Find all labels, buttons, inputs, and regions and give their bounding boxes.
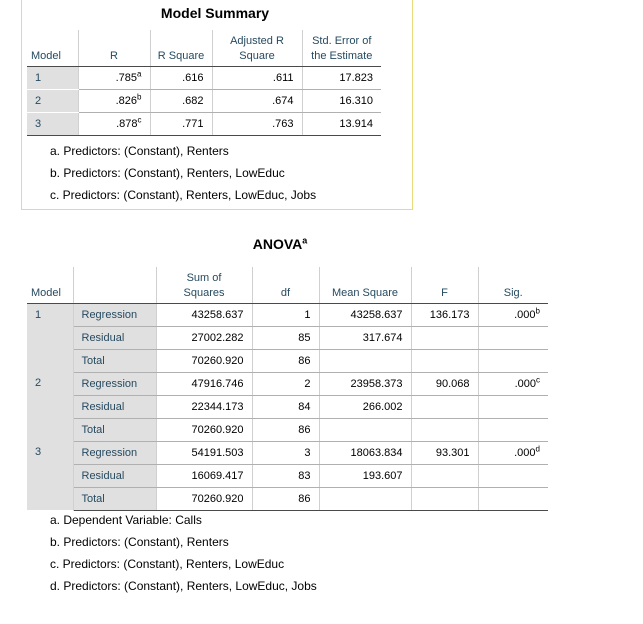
anova-header-ss-line2: Squares	[183, 286, 225, 299]
table-row	[27, 418, 548, 441]
ms-r-cell	[78, 112, 150, 135]
anova-df-cell: 3	[252, 441, 319, 464]
anova-source-cell: Regression	[73, 303, 156, 326]
anova-source-cell: Residual	[73, 464, 156, 487]
anova-sig-cell	[478, 464, 548, 487]
ms-header-r-square: R Square	[150, 30, 212, 66]
anova-ss-cell: 70260.920	[156, 349, 252, 372]
anova-header-df: df	[252, 267, 319, 303]
table-row	[27, 349, 548, 372]
anova-df-cell: 86	[252, 487, 319, 510]
ms-adj-r-square-cell: .763	[212, 112, 302, 135]
ms-header-r: R	[78, 30, 150, 66]
ms-model-cell: 2	[27, 89, 78, 112]
ms-model-cell: 3	[27, 112, 78, 135]
table-row	[27, 395, 548, 418]
anova-title	[230, 236, 330, 252]
ms-header-std-error-line2: the Estimate	[311, 49, 373, 62]
anova-footnote-d: d. Predictors: (Constant), Renters, LowEduc, Jobs	[50, 579, 317, 593]
anova-df-cell: 85	[252, 326, 319, 349]
anova-source-cell: Residual	[73, 395, 156, 418]
anova-ss-cell: 27002.282	[156, 326, 252, 349]
footnote-marker: a	[137, 68, 142, 78]
table-row	[27, 464, 548, 487]
anova-f-cell	[411, 349, 478, 372]
ms-r-square-cell: .682	[150, 89, 212, 112]
ms-r-square-cell: .616	[150, 66, 212, 89]
footnote-marker: b	[535, 305, 540, 315]
anova-ss-cell: 70260.920	[156, 418, 252, 441]
anova-ss-cell: 43258.637	[156, 303, 252, 326]
ms-header-std-error	[302, 30, 381, 66]
anova-df-cell: 86	[252, 349, 319, 372]
anova-ss-cell: 70260.920	[156, 487, 252, 510]
anova-header-sig: Sig.	[478, 267, 548, 303]
anova-title-text: ANOVA	[252, 236, 303, 252]
anova-model-cell: 1	[27, 303, 73, 372]
ms-r-value: .785	[115, 71, 138, 84]
anova-source-cell: Regression	[73, 372, 156, 395]
anova-sig-value: .000	[514, 308, 536, 321]
footnote-marker: d	[535, 443, 540, 453]
ms-model-cell: 1	[27, 66, 78, 89]
ms-adj-r-square-cell: .674	[212, 89, 302, 112]
ms-std-error-cell: 13.914	[302, 112, 381, 135]
anova-f-cell	[411, 464, 478, 487]
footnote-marker: c	[137, 114, 142, 124]
ms-header-model: Model	[27, 30, 78, 66]
anova-f-cell: 136.173	[411, 303, 478, 326]
anova-df-cell: 2	[252, 372, 319, 395]
anova-ss-cell: 54191.503	[156, 441, 252, 464]
anova-source-cell: Residual	[73, 326, 156, 349]
anova-ms-cell: 317.674	[319, 326, 411, 349]
anova-ms-cell	[319, 487, 411, 510]
table-row	[27, 487, 548, 510]
anova-header-ss-line1: Sum of	[186, 271, 222, 284]
ms-footnote-a: a. Predictors: (Constant), Renters	[50, 144, 229, 158]
anova-ss-cell: 47916.746	[156, 372, 252, 395]
anova-df-cell: 83	[252, 464, 319, 487]
model-summary-table	[27, 30, 381, 136]
anova-df-cell: 84	[252, 395, 319, 418]
anova-source-cell: Regression	[73, 441, 156, 464]
footnote-marker: b	[137, 91, 142, 101]
anova-ms-cell	[319, 349, 411, 372]
anova-f-cell: 90.068	[411, 372, 478, 395]
anova-footnote-c: c. Predictors: (Constant), Renters, LowEduc	[50, 557, 285, 571]
anova-sig-cell	[478, 372, 548, 395]
anova-ms-cell: 193.607	[319, 464, 411, 487]
table-row	[27, 112, 381, 135]
anova-sig-cell	[478, 303, 548, 326]
ms-r-cell	[78, 66, 150, 89]
footnote-marker: a	[302, 235, 308, 246]
anova-f-cell	[411, 326, 478, 349]
anova-sig-cell	[478, 441, 548, 464]
anova-sig-value: .000	[514, 446, 536, 459]
ms-adj-r-square-cell: .611	[212, 66, 302, 89]
ms-header-std-error-line1: Std. Error of	[312, 34, 372, 47]
anova-ms-cell: 18063.834	[319, 441, 411, 464]
table-row	[27, 372, 548, 395]
table-row	[27, 303, 548, 326]
ms-footnote-b: b. Predictors: (Constant), Renters, LowEduc	[50, 166, 285, 180]
anova-f-cell	[411, 418, 478, 441]
anova-footnote-b: b. Predictors: (Constant), Renters	[50, 535, 229, 549]
anova-sig-cell	[478, 395, 548, 418]
anova-sig-cell	[478, 418, 548, 441]
anova-model-cell: 2	[27, 372, 73, 441]
anova-df-cell: 86	[252, 418, 319, 441]
anova-header-source	[73, 267, 156, 303]
anova-ms-cell: 266.002	[319, 395, 411, 418]
anova-f-cell: 93.301	[411, 441, 478, 464]
anova-sig-cell	[478, 487, 548, 510]
ms-r-value: .826	[115, 94, 138, 107]
anova-header-sum-of-squares	[156, 267, 252, 303]
anova-sig-cell	[478, 349, 548, 372]
anova-header-model: Model	[27, 267, 73, 303]
ms-std-error-cell: 16.310	[302, 89, 381, 112]
footnote-marker: c	[536, 374, 540, 384]
anova-model-cell: 3	[27, 441, 73, 510]
anova-sig-cell	[478, 326, 548, 349]
ms-header-adj-r-square-line1: Adjusted R	[230, 34, 284, 47]
ms-r-value: .878	[116, 117, 138, 130]
table-row	[27, 89, 381, 112]
anova-f-cell	[411, 487, 478, 510]
table-row	[27, 326, 548, 349]
anova-header-mean-square: Mean Square	[319, 267, 411, 303]
anova-ms-cell	[319, 418, 411, 441]
ms-header-adj-r-square-line2: Square	[239, 49, 275, 62]
anova-source-cell: Total	[73, 349, 156, 372]
anova-header-f: F	[411, 267, 478, 303]
ms-header-adj-r-square	[212, 30, 302, 66]
ms-std-error-cell: 17.823	[302, 66, 381, 89]
model-summary-title: Model Summary	[160, 5, 270, 21]
ms-footnote-c: c. Predictors: (Constant), Renters, LowEduc, Jobs	[50, 188, 317, 202]
anova-ms-cell: 23958.373	[319, 372, 411, 395]
anova-ms-cell: 43258.637	[319, 303, 411, 326]
anova-ss-cell: 16069.417	[156, 464, 252, 487]
ms-r-square-cell: .771	[150, 112, 212, 135]
anova-source-cell: Total	[73, 487, 156, 510]
anova-source-cell: Total	[73, 418, 156, 441]
table-row	[27, 66, 381, 89]
anova-f-cell	[411, 395, 478, 418]
anova-ss-cell: 22344.173	[156, 395, 252, 418]
ms-r-cell	[78, 89, 150, 112]
anova-sig-value: .000	[514, 377, 536, 390]
anova-footnote-a: a. Dependent Variable: Calls	[50, 513, 202, 527]
table-row	[27, 441, 548, 464]
anova-table	[27, 267, 548, 511]
anova-df-cell: 1	[252, 303, 319, 326]
